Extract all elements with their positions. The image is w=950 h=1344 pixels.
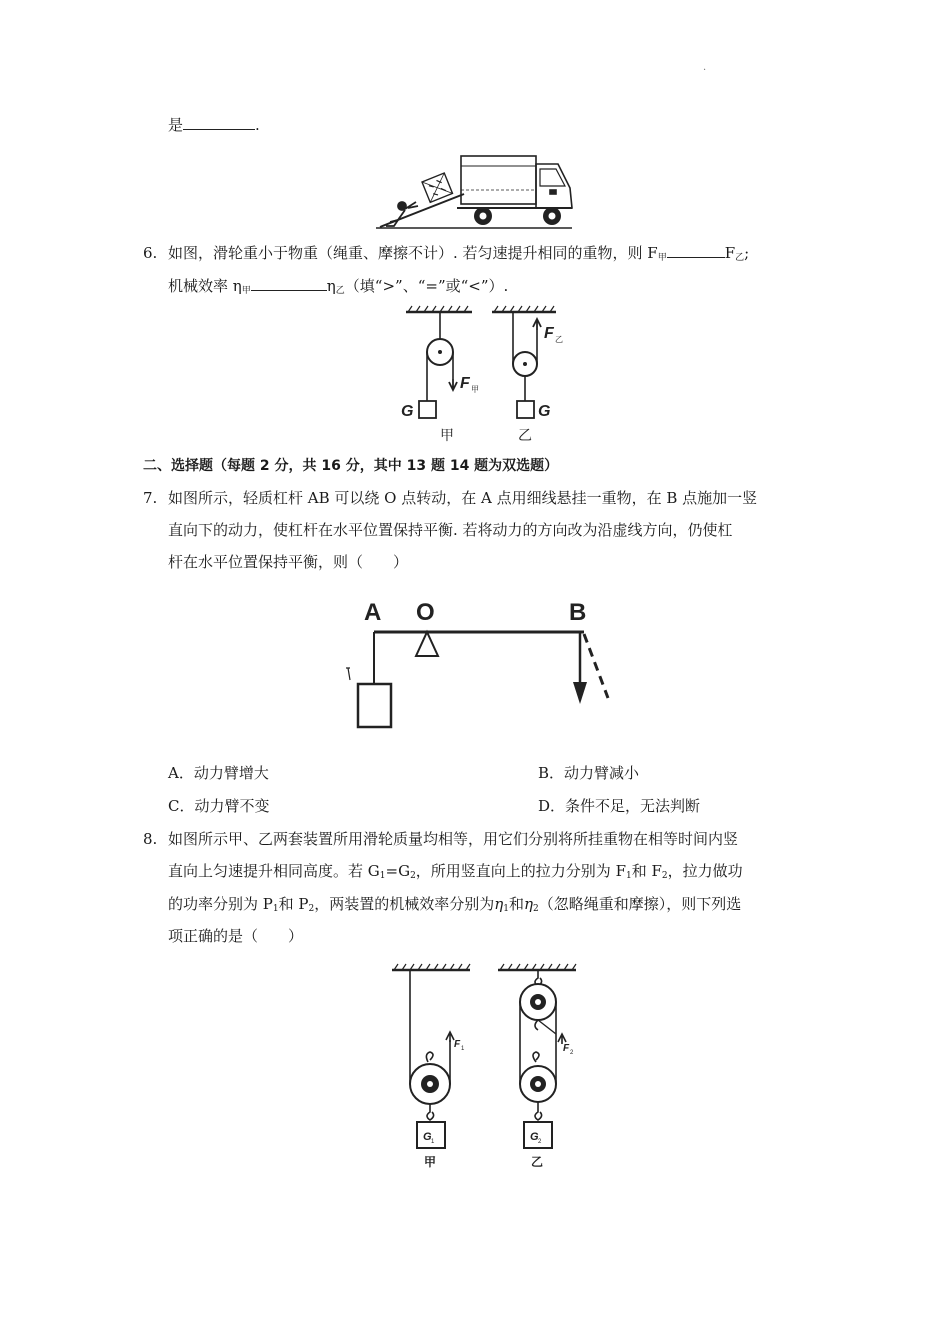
- lever-point-b: B: [569, 599, 587, 626]
- q8-l3-c: ，两装置的机械效率分别为: [314, 895, 495, 913]
- g-left-label: G: [401, 403, 414, 420]
- q8-l2-c: ，所用竖直向上的拉力分别为 F: [415, 862, 626, 880]
- q5-answer-blank[interactable]: [183, 114, 255, 130]
- q8-l3-d: 和: [508, 895, 524, 913]
- q8-eta2-sub: 2: [532, 904, 539, 914]
- q6-blank-force[interactable]: [667, 242, 725, 258]
- g1-sub: 1: [431, 1139, 435, 1145]
- q6-sub-jia: 甲: [657, 253, 667, 263]
- q7-line2: 直向下的动力，使杠杆在水平位置保持平衡. 若将动力的方向改为沿虚线方向，仍使杠: [168, 521, 733, 539]
- f1-sub: 1: [461, 1046, 465, 1052]
- q6-eta-label: 机械效率 η: [168, 277, 242, 295]
- q8-line3: [168, 893, 741, 920]
- q7-option-a[interactable]: A．动力臂增大: [168, 764, 269, 782]
- q8-line1: 如图所示甲、乙两套装置所用滑轮质量均相等，用它们分别将所挂重物在相等时间内竖: [168, 830, 739, 848]
- q6-eta-sub-jia: 甲: [241, 286, 251, 296]
- q8-eta2: η: [523, 895, 533, 913]
- q8-l2-d: 和 F: [631, 862, 662, 880]
- q7-option-c[interactable]: C．动力臂不变: [168, 797, 270, 815]
- q6-text-a: 如图，滑轮重小于物重（绳重、摩擦不计）. 若匀速提升相同的重物，则 F: [168, 244, 658, 262]
- q8-l2-s1b: 1: [625, 871, 632, 881]
- q8-l3-e: （忽略绳重和摩擦），则下列选: [538, 895, 742, 913]
- q8-cap-jia: 甲: [424, 1155, 437, 1169]
- lever-point-a: A: [364, 599, 382, 626]
- q7-line3: 杆在水平位置保持平衡，则（ ）: [168, 553, 409, 571]
- g1-label: G: [423, 1131, 432, 1143]
- force-arrow-down: [573, 682, 587, 704]
- q6-fill-hint: （填“>”、“=”或“<”）.: [344, 277, 509, 295]
- g2-label: G: [530, 1131, 539, 1143]
- q6-line1: [168, 242, 749, 269]
- q8-l3-s2: 2: [308, 904, 315, 914]
- weight-jia: [419, 401, 436, 418]
- q8-cap-yi: 乙: [531, 1155, 544, 1169]
- q6-pulley-figure: [398, 304, 588, 446]
- weight-yi: [517, 401, 534, 418]
- q8-l2-s1: 1: [379, 871, 386, 881]
- q8-l3-a: 的功率分别为 P: [168, 895, 273, 913]
- hanging-weight: [358, 684, 391, 727]
- q8-line2: [168, 860, 743, 887]
- f1-arrow: [446, 1032, 454, 1042]
- q6-line2: [168, 275, 508, 302]
- q6-eta-sub-yi: 乙: [335, 286, 345, 296]
- q8-l2-a: 直向上匀速提升相同高度。若 G: [168, 862, 380, 880]
- f2-label: F: [563, 1043, 570, 1054]
- q5-prefix: 是: [168, 116, 184, 134]
- q8-eta1-sub: 1: [503, 904, 509, 914]
- q8-eta1: η: [494, 895, 504, 913]
- q8-line4: 项正确的是（ ）: [168, 927, 304, 945]
- q7-option-b[interactable]: B．动力臂减小: [538, 764, 640, 782]
- q8-l3-s1: 1: [272, 904, 279, 914]
- q7-num: 7.: [143, 489, 158, 507]
- f-yi-label: F: [544, 325, 554, 342]
- cap-yi: 乙: [518, 427, 532, 443]
- f-jia-label: F: [460, 375, 470, 392]
- page-dot: ·: [703, 65, 707, 76]
- truck-bed: [461, 156, 536, 204]
- q6-sub-yi: 乙: [735, 253, 745, 263]
- q6-blank-efficiency[interactable]: [251, 275, 327, 291]
- q7-line1: 如图所示，轻质杠杆 AB 可以绕 O 点转动，在 A 点用细线悬挂一重物，在 B 点施加一竖: [168, 489, 758, 507]
- f-jia-sub: 甲: [471, 385, 479, 394]
- q8-l2-s2b: 2: [661, 871, 668, 881]
- q8-l2-s2: 2: [410, 871, 416, 881]
- q5-tail: [168, 114, 260, 136]
- q8-l3-b: 和 P: [278, 895, 309, 913]
- f1-label: F: [454, 1039, 461, 1050]
- fulcrum: [416, 632, 438, 656]
- q8-l2-b: =G: [385, 862, 411, 880]
- cap-jia: 甲: [440, 427, 454, 443]
- f2-sub: 2: [570, 1050, 574, 1056]
- q6-eta-b: η: [326, 277, 336, 295]
- f-yi-arrow: [533, 319, 541, 330]
- f-yi-sub: 乙: [555, 335, 563, 344]
- q6-text-c: ;: [744, 244, 750, 262]
- f-jia-arrow: [449, 379, 457, 390]
- q6-text-b: F: [724, 244, 736, 262]
- g-right-label: G: [538, 403, 551, 420]
- q8-num: 8.: [143, 830, 158, 848]
- q8-pulley-figure: [388, 962, 588, 1174]
- q5-suffix: .: [255, 116, 260, 134]
- g2-sub: 2: [538, 1139, 542, 1145]
- q6-num: 6.: [143, 244, 158, 262]
- dashed-force-direction: [584, 634, 608, 698]
- q7-option-d[interactable]: D．条件不足，无法判断: [538, 797, 701, 815]
- truck-ramp-figure: [372, 150, 577, 232]
- lever-figure: [340, 594, 630, 736]
- section-2-title: 二、选择题（每题 2 分，共 16 分，其中 13 题 14 题为双选题）: [143, 458, 559, 474]
- lever-point-o: O: [416, 599, 435, 626]
- q8-l2-e: ，拉力做功: [667, 862, 743, 880]
